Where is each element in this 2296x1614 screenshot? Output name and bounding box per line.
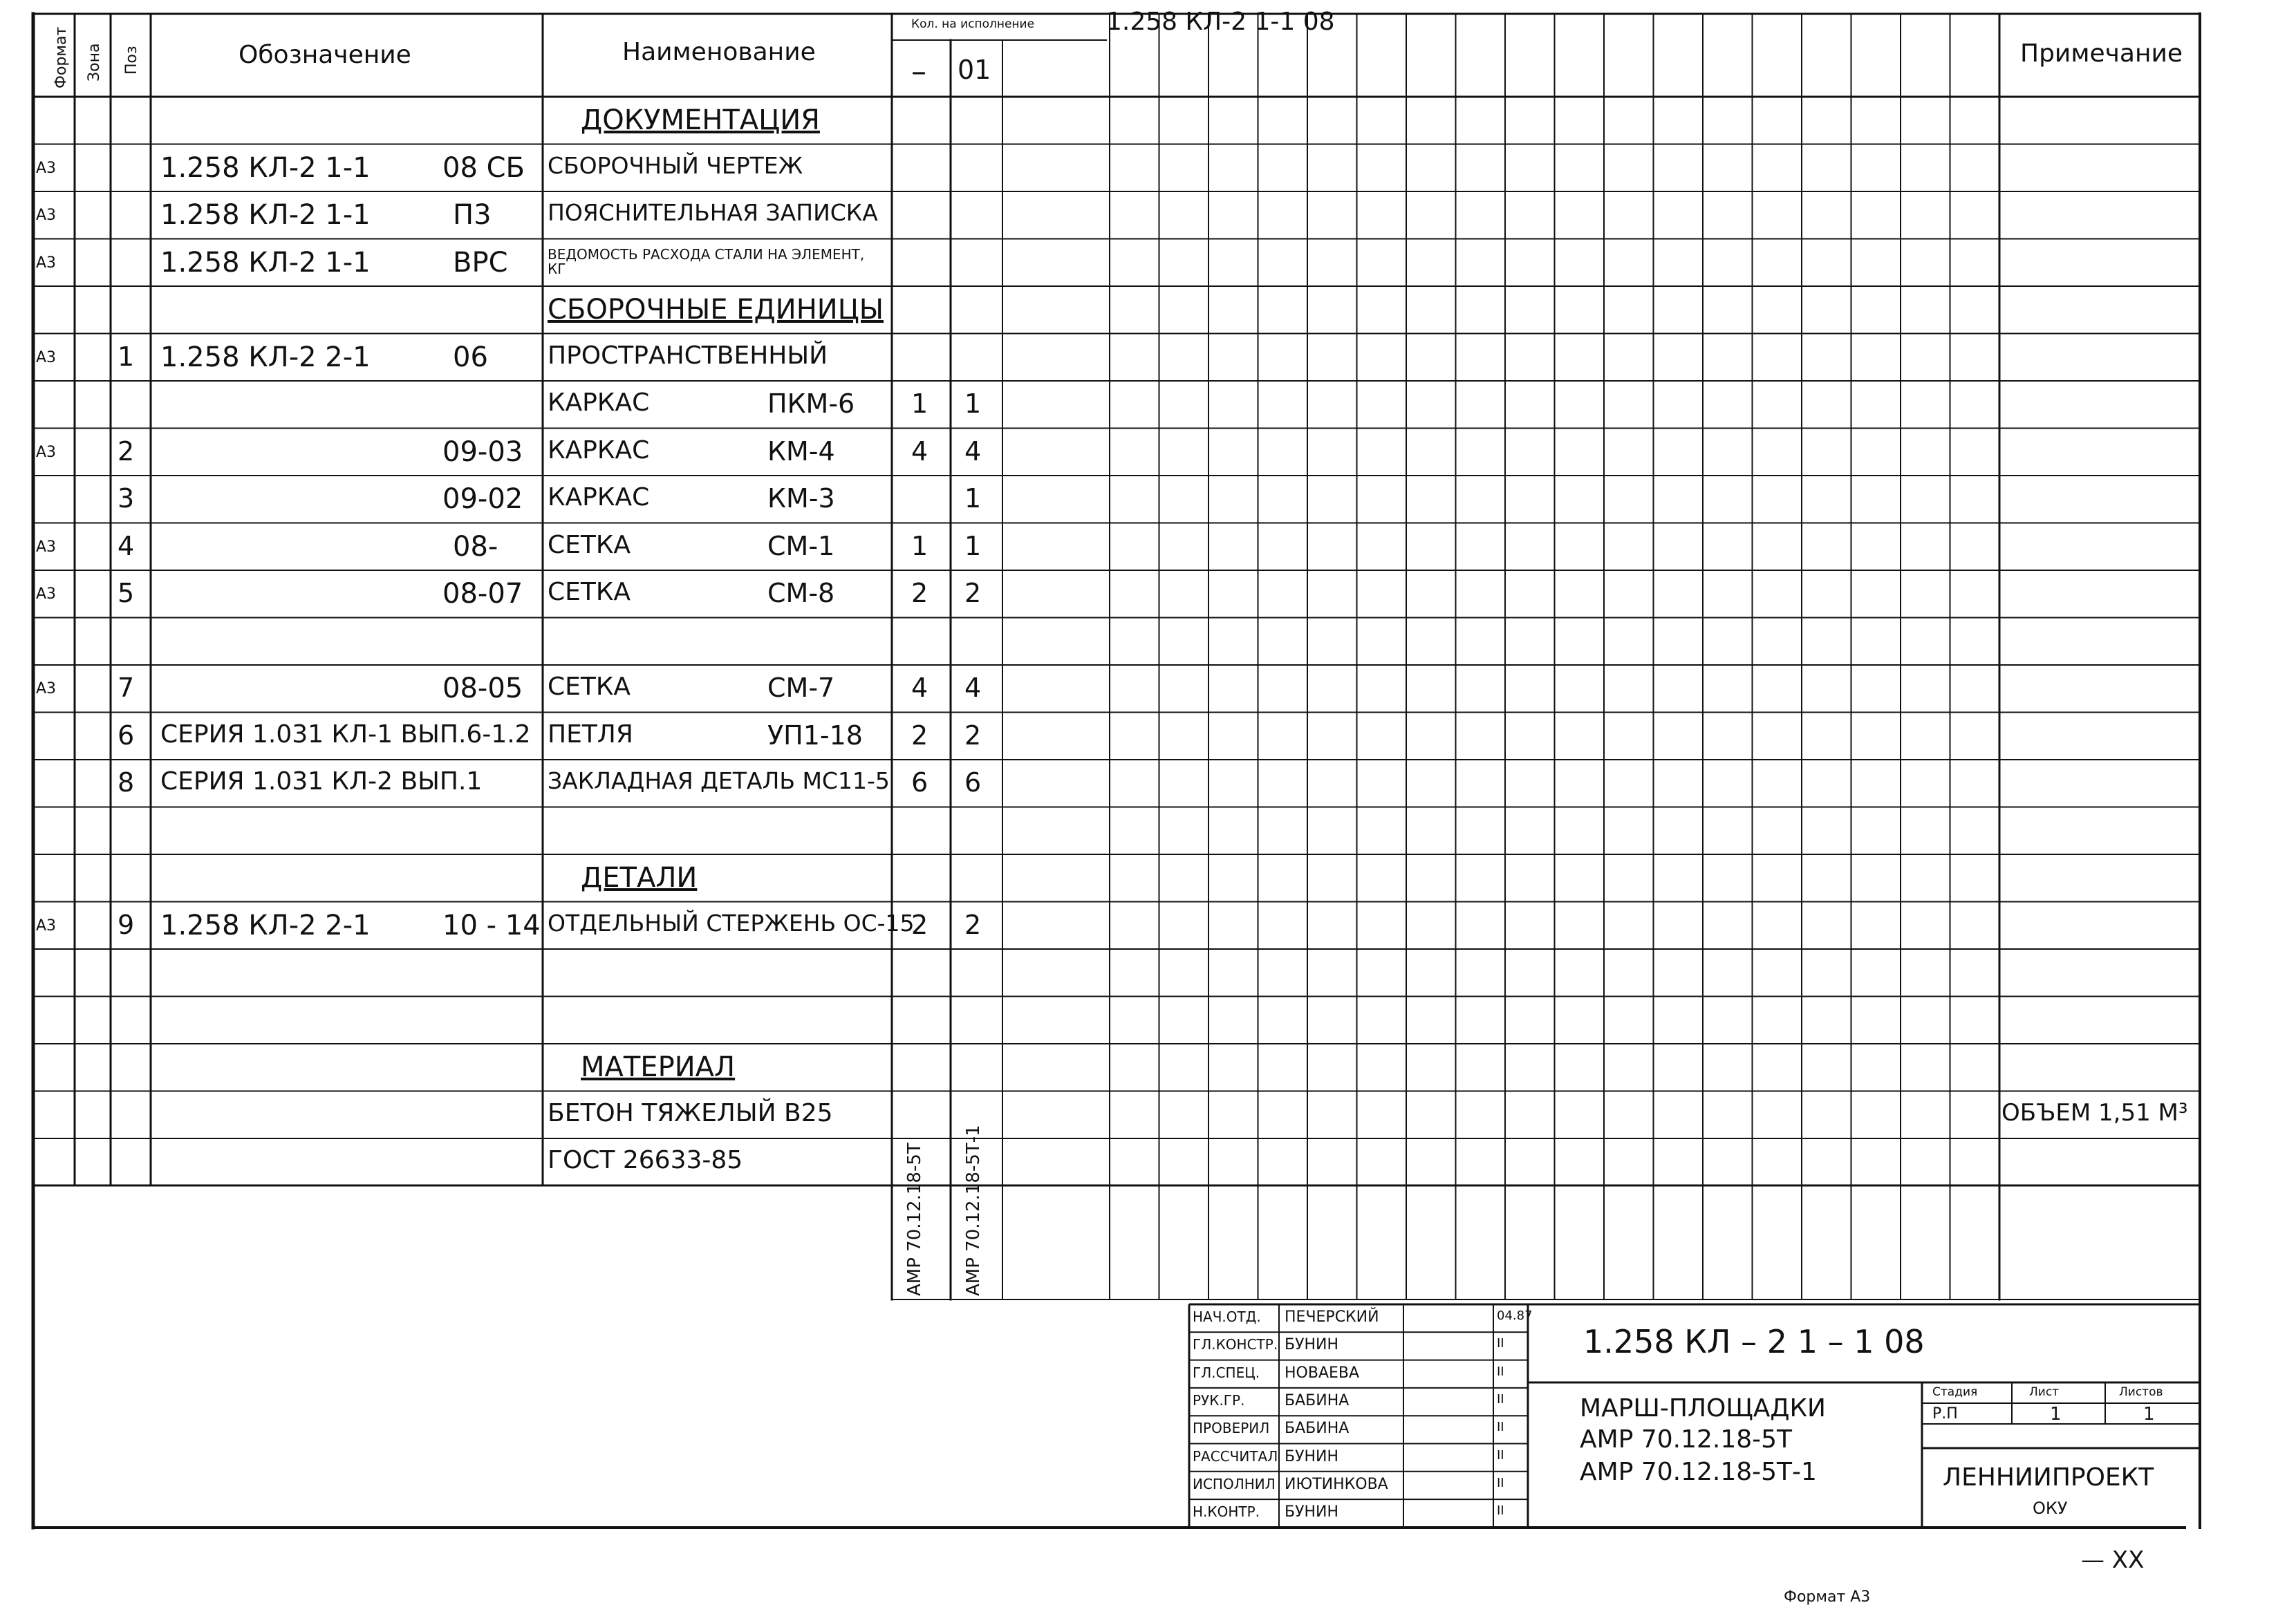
name-cell: ДЕТАЛИ: [581, 862, 698, 894]
title-line-3: АМР 70.12.18-5Т-1: [1580, 1458, 1817, 1486]
quantity-cell: 4: [964, 435, 982, 467]
title-block-date: II: [1497, 1391, 1504, 1407]
name-cell: ДОКУМЕНТАЦИЯ: [581, 104, 820, 136]
quantity-cell: 1: [911, 388, 928, 419]
title-block-person: БАБИНА: [1285, 1420, 1350, 1438]
designation-code-cell: 09-02: [442, 483, 523, 515]
designation-cell: СЕРИЯ 1.031 КЛ-2 ВЫП.1: [160, 767, 483, 796]
title-block-role: ИСПОЛНИЛ: [1193, 1475, 1276, 1492]
sheets-value: 1: [2143, 1404, 2155, 1425]
name-cell: СЕТКА: [548, 673, 631, 701]
title-block-date: II: [1497, 1447, 1504, 1463]
quantity-cell: 2: [911, 909, 928, 940]
position-cell: 5: [118, 578, 135, 608]
name-cell: ГОСТ 26633-85: [548, 1146, 743, 1174]
name-cell: КАРКАС: [548, 435, 650, 465]
title-block-person: ИЮТИНКОВА: [1285, 1475, 1388, 1493]
organization-name: ЛЕННИИПРОЕКТ: [1943, 1463, 2154, 1492]
column-header-designation: Обозначение: [239, 41, 411, 69]
format-cell: А3: [36, 538, 57, 556]
title-block-person: БУНИН: [1285, 1447, 1339, 1465]
position-cell: 1: [118, 341, 135, 372]
title-block-person: ПЕЧЕРСКИЙ: [1285, 1308, 1379, 1326]
format-cell: А3: [36, 348, 57, 366]
title-block-role: ПРОВЕРИЛ: [1193, 1420, 1270, 1437]
title-block-date: II: [1497, 1475, 1504, 1490]
execution-01: 01: [958, 55, 991, 85]
mark-cell: КМ-4: [767, 435, 835, 467]
designation-code-cell: ВРС: [453, 246, 508, 279]
designation-cell: 1.258 КЛ-2 2-1: [160, 341, 371, 373]
title-block-role: Н.КОНТР.: [1193, 1503, 1260, 1521]
title-block-date: II: [1497, 1336, 1504, 1351]
quantity-cell: 1: [964, 388, 982, 419]
position-cell: 7: [118, 673, 135, 703]
designation-code-cell: 06: [453, 341, 488, 373]
designation-cell: 1.258 КЛ-2 1-1: [160, 151, 371, 184]
title-block-role: НАЧ.ОТД.: [1193, 1308, 1261, 1325]
designation-code-cell: 08 СБ: [442, 151, 525, 184]
title-block-date: II: [1497, 1420, 1504, 1435]
designation-cell: СЕРИЯ 1.031 КЛ-1 ВЫП.6-1.2: [160, 720, 531, 749]
quantity-cell: 2: [964, 578, 982, 608]
format-label: Формат А3: [1784, 1588, 1871, 1606]
name-cell: КАРКАС: [548, 483, 650, 512]
name-cell: СЕТКА: [548, 530, 631, 559]
sheet-label: Лист: [2029, 1385, 2060, 1399]
column-header-position: Поз: [123, 46, 140, 75]
quantity-cell: 4: [911, 673, 928, 703]
document-code-header: 1.258 КЛ-2 1-1 08: [1106, 8, 1335, 36]
position-cell: 6: [118, 720, 135, 751]
column-header-format: Формат: [53, 26, 70, 88]
footer-mark: — XX: [2081, 1546, 2145, 1574]
title-block-date: II: [1497, 1503, 1504, 1519]
sheet-value: 1: [2050, 1404, 2062, 1425]
quantity-cell: 6: [964, 767, 982, 798]
quantity-cell: 6: [911, 767, 928, 798]
vertical-code-2: АМР 70.12.18-5Т-1: [963, 1125, 984, 1296]
name-cell: ПРОСТРАНСТВЕННЫЙ: [548, 341, 828, 370]
format-cell: А3: [36, 207, 57, 224]
quantity-cell: 1: [911, 530, 928, 561]
quantity-cell: 1: [964, 483, 982, 514]
sheets-label: Листов: [2119, 1385, 2163, 1399]
vertical-code-1: АМР 70.12.18-5Т: [904, 1143, 925, 1296]
quantity-cell: 2: [964, 909, 982, 940]
quantity-dash: –: [911, 54, 926, 89]
name-cell: КАРКАС: [548, 388, 650, 417]
designation-code-cell: 08-: [453, 530, 498, 563]
stage-value: Р.П: [1932, 1405, 1958, 1423]
designation-code-cell: 08-07: [442, 578, 523, 610]
mark-cell: ПКМ-6: [767, 388, 855, 419]
name-cell: ПЕТЛЯ: [548, 720, 633, 749]
name-cell: СБОРОЧНЫЙ ЧЕРТЕЖ: [548, 151, 803, 179]
title-line-2: АМР 70.12.18-5Т: [1580, 1425, 1793, 1454]
title-block-person: БАБИНА: [1285, 1391, 1350, 1409]
format-cell: А3: [36, 159, 57, 177]
column-header-note: Примечание: [2020, 39, 2183, 68]
designation-code-cell: 08-05: [442, 673, 523, 704]
designation-cell: 1.258 КЛ-2 1-1: [160, 199, 371, 231]
title-block-role: РАССЧИТАЛ: [1193, 1447, 1278, 1465]
quantity-cell: 2: [911, 720, 928, 751]
name-cell: СБОРОЧНЫЕ ЕДИНИЦЫ: [548, 294, 884, 326]
format-cell: А3: [36, 254, 57, 272]
name-cell: ПОЯСНИТЕЛЬНАЯ ЗАПИСКА: [548, 199, 878, 226]
quantity-per-execution-caption: Кол. на исполнение: [911, 17, 1035, 31]
name-cell: ОТДЕЛЬНЫЙ СТЕРЖЕНЬ ОС-15: [548, 909, 915, 937]
position-cell: 2: [118, 435, 135, 467]
column-header-name: Наименование: [622, 38, 816, 66]
format-cell: А3: [36, 585, 57, 603]
name-cell: МАТЕРИАЛ: [581, 1051, 736, 1083]
title-block-role: ГЛ.СПЕЦ.: [1193, 1364, 1260, 1381]
title-block-role: РУК.ГР.: [1193, 1391, 1245, 1409]
title-block-date: 04.87: [1497, 1308, 1533, 1323]
title-block-code: 1.258 КЛ – 2 1 – 1 08: [1583, 1323, 1925, 1360]
column-header-zone: Зона: [86, 43, 103, 82]
title-line-1: МАРШ-ПЛОЩАДКИ: [1580, 1394, 1826, 1423]
title-block-person: БУНИН: [1285, 1336, 1339, 1354]
designation-code-cell: 09-03: [442, 435, 523, 468]
name-cell: ВЕДОМОСТЬ РАСХОДА СТАЛИ НА ЭЛЕМЕНТ, КГ: [548, 245, 865, 277]
name-cell: ЗАКЛАДНАЯ ДЕТАЛЬ МС11-5: [548, 767, 890, 794]
format-cell: А3: [36, 917, 57, 935]
mark-cell: КМ-3: [767, 483, 835, 514]
title-block-person: БУНИН: [1285, 1503, 1339, 1521]
mark-cell: СМ-1: [767, 530, 835, 561]
mark-cell: УП1-18: [767, 720, 863, 751]
quantity-cell: 4: [964, 673, 982, 703]
quantity-cell: 2: [911, 578, 928, 608]
title-block-date: II: [1497, 1364, 1504, 1379]
quantity-cell: 4: [911, 435, 928, 467]
mark-cell: СМ-8: [767, 578, 835, 608]
format-cell: А3: [36, 680, 57, 697]
format-cell: А3: [36, 443, 57, 461]
designation-code-cell: 10 - 14: [442, 909, 541, 941]
position-cell: 3: [118, 483, 135, 514]
organization-subdivision: ОКУ: [2033, 1499, 2068, 1518]
mark-cell: СМ-7: [767, 673, 835, 703]
name-cell: СЕТКА: [548, 578, 631, 606]
designation-cell: 1.258 КЛ-2 1-1: [160, 246, 371, 279]
position-cell: 9: [118, 909, 135, 940]
title-block-person: НОВАЕВА: [1285, 1364, 1360, 1382]
quantity-cell: 1: [964, 530, 982, 561]
position-cell: 4: [118, 530, 135, 561]
position-cell: 8: [118, 767, 135, 798]
quantity-cell: 2: [964, 720, 982, 751]
note-cell: ОБЪЕМ 1,51 М³: [2001, 1098, 2188, 1127]
designation-cell: 1.258 КЛ-2 2-1: [160, 909, 371, 941]
name-cell: БЕТОН ТЯЖЕЛЫЙ В25: [548, 1098, 833, 1127]
designation-code-cell: П3: [453, 199, 492, 231]
title-block-role: ГЛ.КОНСТР.: [1193, 1336, 1278, 1353]
stage-label: Стадия: [1932, 1385, 1978, 1399]
